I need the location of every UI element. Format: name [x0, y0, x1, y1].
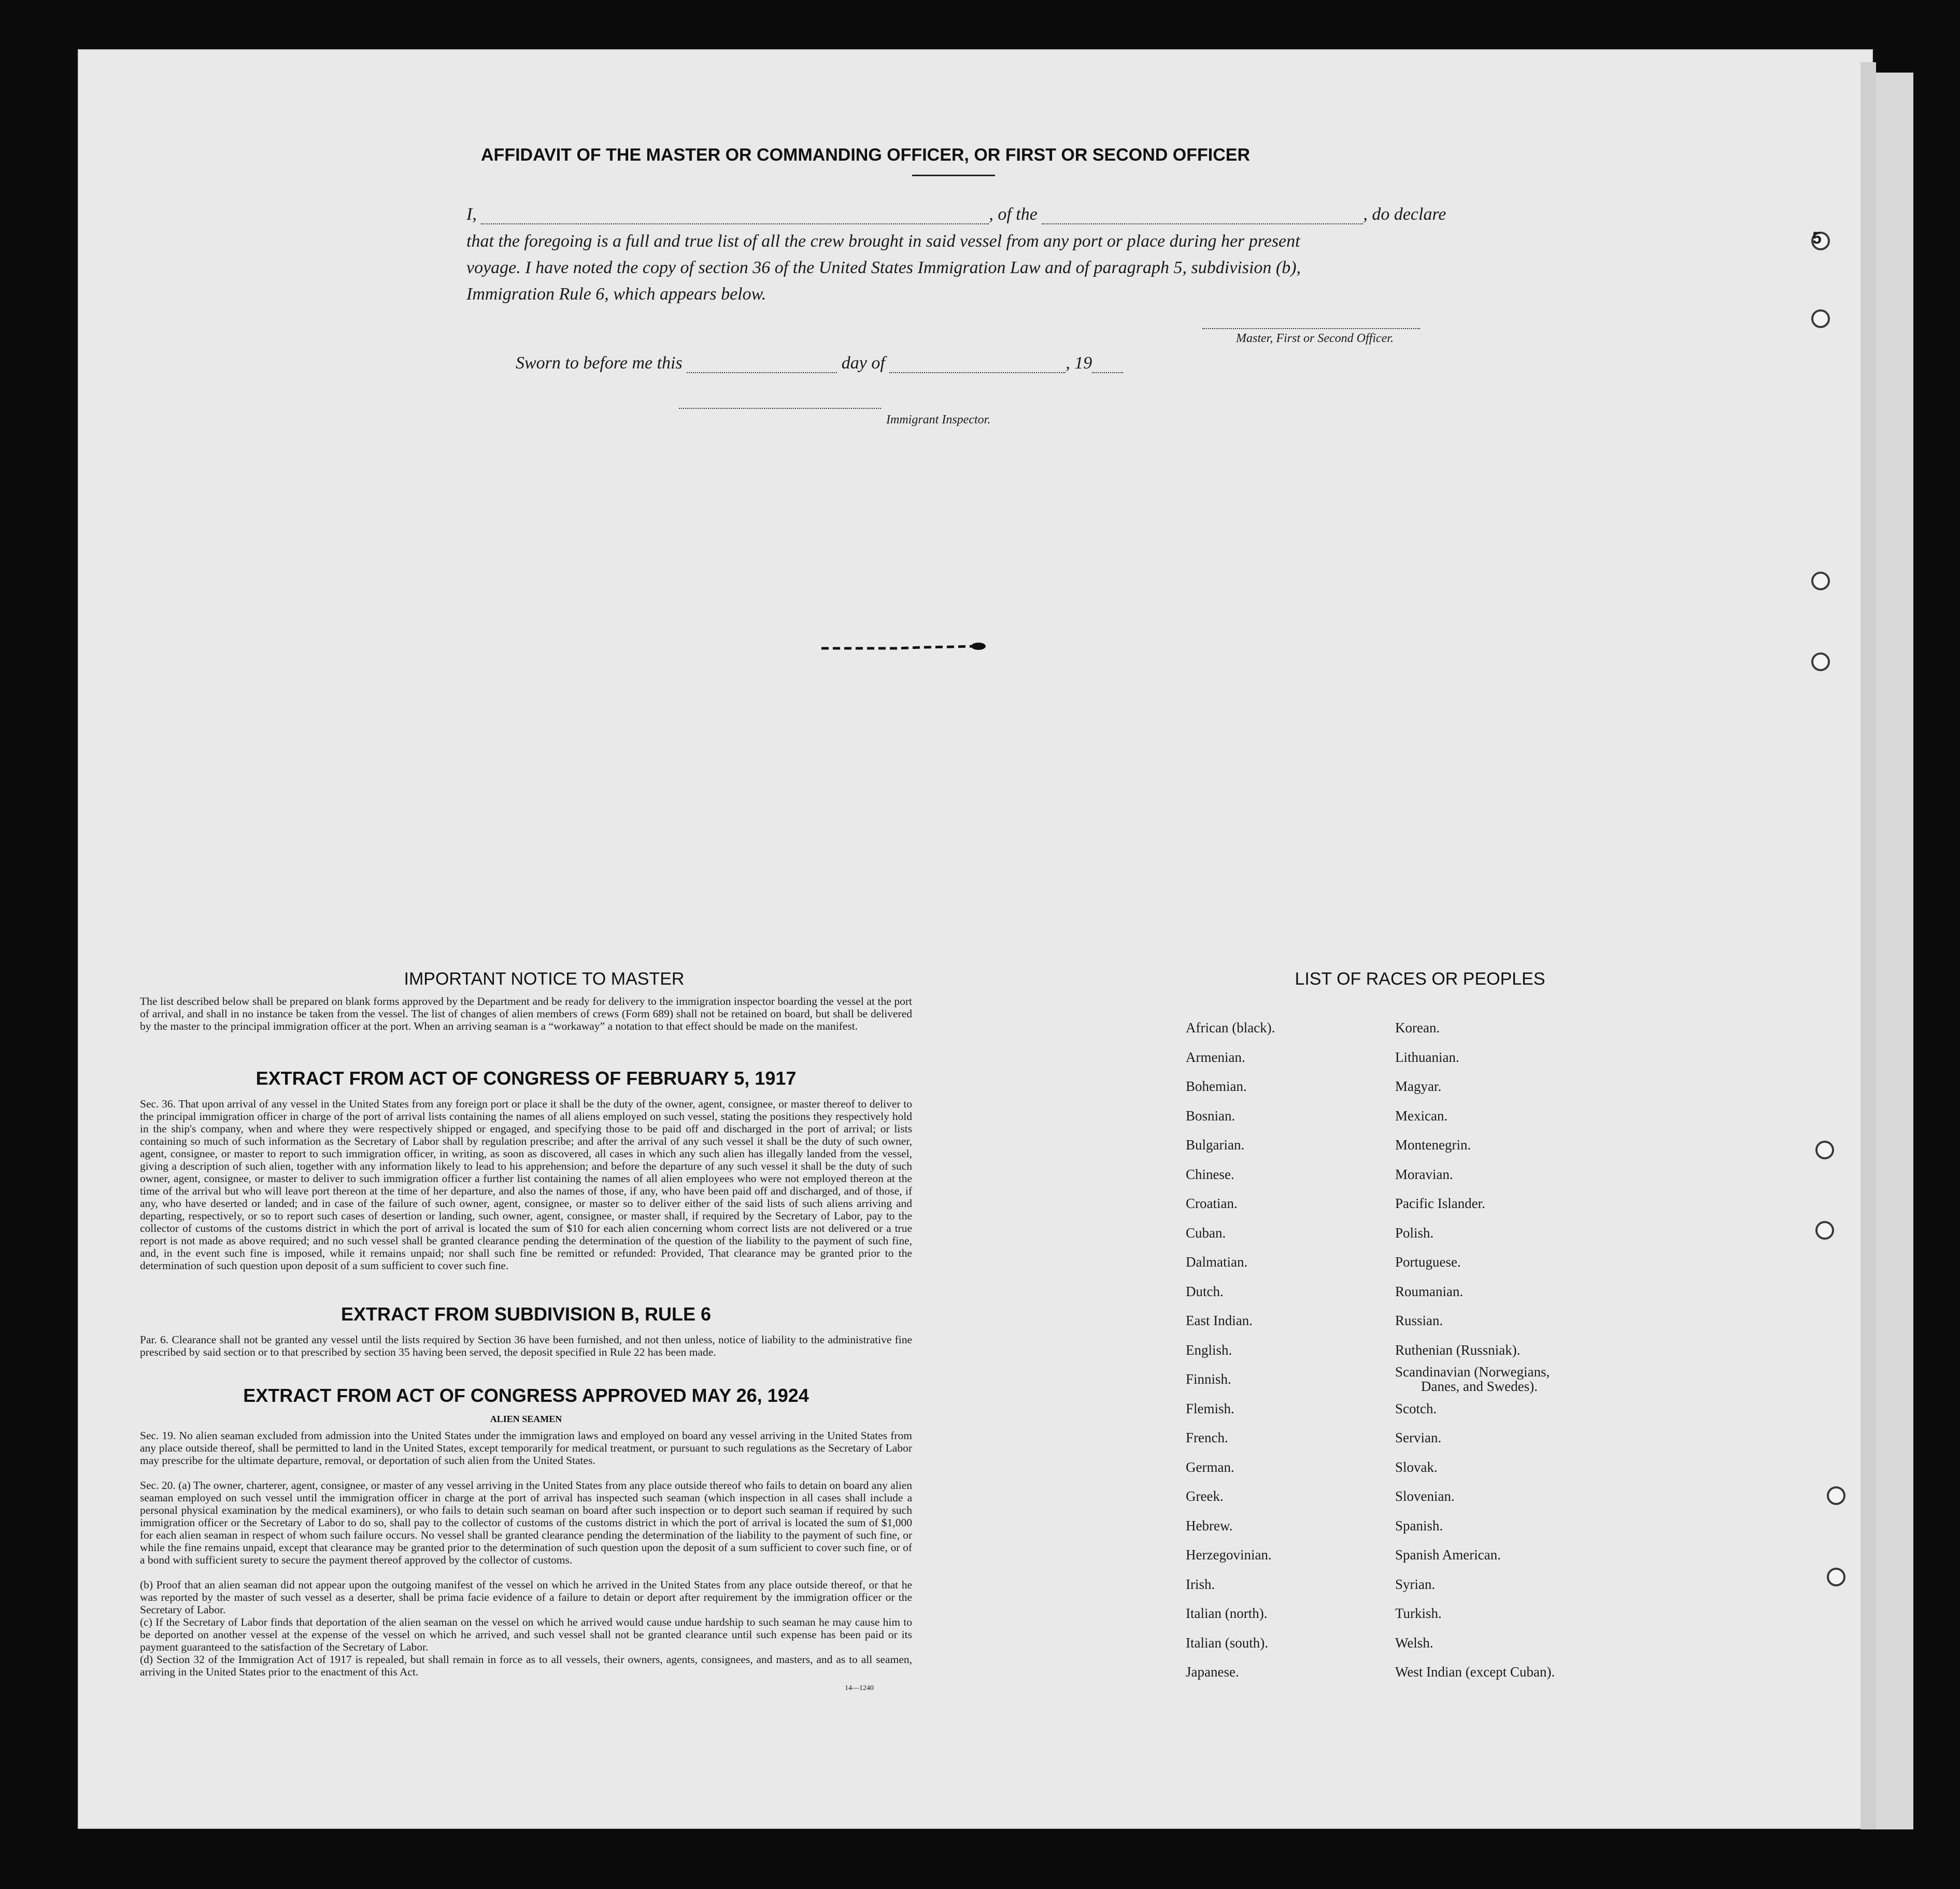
- race-item: Mexican.: [1395, 1107, 1448, 1124]
- race-item: African (black).: [1186, 1020, 1275, 1035]
- vessel-prefix: , of the: [989, 205, 1038, 224]
- sworn-prefix: Sworn to before me this: [516, 353, 683, 373]
- declare-text: , do declare: [1363, 205, 1446, 224]
- extract-1924-sec20b: (b) Proof that an alien seaman did not appear upon the outgoing manifest of the vessel on which he arrived in the United States from any place outside thereof, or that he was reported by the master of such vessel as a deserter, shall be prima facie evidence of a failure to detain or deport after requirement by the immigration officer or the Secretary of Labor.: [140, 1579, 912, 1616]
- extract-1917-title: EXTRACT FROM ACT OF CONGRESS OF FEBRUARY 5, 1917: [255, 1068, 797, 1089]
- punch-hole: [1815, 1221, 1834, 1240]
- sworn-year-prefix: , 19: [1066, 353, 1092, 373]
- race-item-continuation: Danes, and Swedes).: [1421, 1379, 1538, 1394]
- race-item: Russian.: [1395, 1313, 1443, 1328]
- affidavit-line-3: voyage. I have noted the copy of section 36 of the United States Immigration Law and of paragraph 5, subdivision (b),: [466, 258, 1301, 277]
- extract-1924-sec19: Sec. 19. No alien seaman excluded from admission into the United States under the immigration laws and employed on board any vessel arriving in the United States from any place outside thereof, shall be permitted to land in the United States, except temporarily for medical treatment, or pursuant to such regulations as the Secretary of Labor may prescribe for the ultimate departure, removal, or deportation of such alien from the United States.: [140, 1429, 912, 1467]
- race-item: Cuban.: [1186, 1225, 1226, 1241]
- race-item: Japanese.: [1186, 1664, 1239, 1680]
- ink-smudge: [819, 640, 995, 656]
- race-item: Armenian.: [1186, 1049, 1245, 1065]
- race-item: English.: [1186, 1342, 1232, 1358]
- race-item: East Indian.: [1186, 1313, 1253, 1328]
- sworn-day-of: day of: [841, 353, 885, 373]
- sworn-month-field[interactable]: [889, 359, 1066, 373]
- race-item: Bulgarian.: [1186, 1137, 1245, 1153]
- master-signature-line[interactable]: [1202, 328, 1420, 329]
- race-item: Moravian.: [1395, 1166, 1453, 1182]
- punch-hole: [1827, 1568, 1845, 1586]
- sworn-year-field[interactable]: [1092, 359, 1123, 373]
- race-item: Welsh.: [1395, 1635, 1433, 1651]
- punch-hole: [1811, 572, 1830, 590]
- race-item: Slovak.: [1395, 1459, 1438, 1475]
- race-item: Irish.: [1186, 1576, 1215, 1592]
- punch-hole: [1815, 1141, 1834, 1159]
- notice-title: IMPORTANT NOTICE TO MASTER: [404, 969, 685, 989]
- race-item: Italian (north).: [1186, 1606, 1268, 1621]
- alien-seamen-subtitle: ALIEN SEAMEN: [490, 1414, 562, 1424]
- sworn-day-field[interactable]: [687, 359, 837, 373]
- race-item: Korean.: [1395, 1020, 1440, 1035]
- race-item: Greek.: [1186, 1488, 1224, 1504]
- declarant-prefix: I,: [466, 205, 477, 224]
- race-item: Roumanian.: [1395, 1283, 1464, 1299]
- race-item: Polish.: [1395, 1225, 1434, 1241]
- race-item: Syrian.: [1395, 1576, 1436, 1592]
- form-number: 14—1240: [845, 1684, 874, 1692]
- corner-mark: 5: [1812, 229, 1822, 247]
- vessel-name-field[interactable]: [1042, 210, 1363, 224]
- race-item: Chinese.: [1186, 1166, 1234, 1182]
- race-item: Italian (south).: [1186, 1635, 1268, 1651]
- race-item: Slovenian.: [1395, 1488, 1455, 1504]
- races-title: LIST OF RACES OR PEOPLES: [1295, 969, 1545, 989]
- race-item: Finnish.: [1186, 1371, 1231, 1387]
- race-item: Bohemian.: [1186, 1078, 1247, 1094]
- page-edge-back: [1876, 73, 1913, 1829]
- extract-1924-sec20d: (d) Section 32 of the Immigration Act of 1917 is repealed, but shall remain in force as to all vessels, their owners, agents, consignees, and masters, and as to all seamen, arriving in the United States prior to the enactment of this Act.: [140, 1653, 912, 1678]
- race-item: German.: [1186, 1459, 1234, 1475]
- inspector-signature-line[interactable]: [679, 408, 881, 409]
- race-item: Flemish.: [1186, 1400, 1234, 1416]
- affidavit-title: AFFIDAVIT OF THE MASTER OR COMMANDING OFFICER, OR FIRST OR SECOND OFFICER: [481, 145, 1250, 165]
- affidavit-line-1: [466, 205, 1446, 224]
- race-item: Montenegrin.: [1395, 1137, 1471, 1153]
- race-item: Herzegovinian.: [1186, 1547, 1272, 1563]
- declarant-name-field[interactable]: [481, 210, 989, 224]
- race-item: Servian.: [1395, 1430, 1442, 1445]
- race-item: Bosnian.: [1186, 1107, 1235, 1124]
- affidavit-line-2: that the foregoing is a full and true list of all the crew brought in said vessel from any port or place during her present: [466, 232, 1300, 251]
- page-edge: [1860, 62, 1876, 1829]
- race-item: Ruthenian (Russniak).: [1395, 1342, 1521, 1358]
- affidavit-line-4: Immigration Rule 6, which appears below.: [466, 285, 766, 304]
- race-item: Dutch.: [1186, 1283, 1224, 1299]
- races-column-1: [1186, 1013, 1275, 1687]
- extract-1917-text: Sec. 36. That upon arrival of any vessel in the United States from any foreign port or place it shall be the duty of the owner, agent, consignee, or master thereof to deliver to the principal immigration officer in charge of the port of arrival lists containing the names of all aliens employed on such vessel, stating the positions they respectively hold in the ship's company, when and where they were respectively shipped or engaged, and specifying those to be paid off and discharged in the port of arrival; or lists containing so much of such information as the Secretary of Labor shall by regulation prescribe; and after the arrival of any such vessel it shall be the duty of such owner, agent, consignee, or master to report to such immigration officer, in writing, as soon as discovered, all cases in which any such alien has illegally landed from the vessel, giving a description of such alien, together with any information likely to lead to his apprehension; and before the departure of any such vessel it shall be the duty of such owner, agent, consignee, or master to deliver to such immigration officer a further list containing the names of all alien employees who were not employed thereon at the time of the arrival but who will leave port thereon at the time of her departure, and also the names of those, if any, who have been paid off and discharged, and of those, if any, who have deserted or landed; and in case of the failure of such owner, agent, consignee, or master so to deliver either of the said lists of such aliens arriving and departing, respectively, or so to report such cases of desertion or landing, such owner, agent, consignee, or master shall, if required by the Secretary of Labor, pay to the collector of customs of the customs district in which the port of arrival is located the sum of $10 for each alien concerning whom correct lists are not delivered or a true report is not made as above required; and no such vessel shall be granted clearance pending the determination of the question of the liability to the payment of such fine, and, in the event such fine is imposed, while it remains unpaid; nor shall such fine be remitted or refunded: Provided, That clearance may be granted prior to the determination of such question upon deposit of a sum sufficient to cover such fine.: [140, 1098, 912, 1272]
- race-item: Turkish.: [1395, 1606, 1442, 1621]
- extract-1924-sec20a: Sec. 20. (a) The owner, charterer, agent, consignee, or master of any vessel arriving in the United States from any place outside thereof who fails to detain on board any alien seaman employed on such vessel until the immigration officer in charge at the port of arrival has inspected such seaman (which inspection in all cases shall include a personal physical examination by the medical examiners), or who fails to detain such seaman on board after such inspection or to deport such seaman if required by such immigration officer or the Secretary of Labor to do so, shall pay to the collector of customs of the customs district in which the port of arrival is located the sum of $1,000 for each alien seaman in respect of whom such failure occurs. No vessel shall be granted clearance pending the determination of the liability to the payment of such fine, or while the fine remains unpaid, except that clearance may be granted prior to the determination of such question upon the deposit of a sum sufficient to cover such fine, or of a bond with sufficient surety to secure the payment thereof approved by the collector of customs.: [140, 1479, 912, 1566]
- subdivision-b-text: Par. 6. Clearance shall not be granted any vessel until the lists required by Section 36 have been furnished, and not then unless, notice of liability to the administrative fine prescribed by said section or to that prescribed by section 35 having been served, the deposit specified in Rule 22 has been made.: [140, 1333, 912, 1358]
- punch-hole: [1827, 1486, 1845, 1505]
- race-item: Croatian.: [1186, 1196, 1238, 1211]
- notice-text: The list described below shall be prepared on blank forms approved by the Department and be ready for delivery to the immigration inspector boarding the vessel at the port of arrival, and shall in no instance be taken from the vessel. The list of changes of alien members of crews (Form 689) shall not be retained on board, but shall be delivered by the master to the principal immigration officer at the port. When an arriving seaman is a “workaway” a notation to that effect should be made on the manifest.: [140, 995, 912, 1032]
- race-item: Magyar.: [1395, 1078, 1442, 1094]
- subdivision-b-title: EXTRACT FROM SUBDIVISION B, RULE 6: [340, 1303, 712, 1325]
- race-item: Portuguese.: [1395, 1254, 1461, 1270]
- master-signature-label: Master, First or Second Officer.: [1236, 332, 1394, 345]
- punch-hole: [1811, 652, 1830, 671]
- race-item: West Indian (except Cuban).: [1395, 1664, 1555, 1680]
- race-item: Spanish.: [1395, 1517, 1443, 1533]
- extract-1924-sec20c: (c) If the Secretary of Labor finds that deportation of the alien seaman on the vessel on which he arrived would cause undue hardship to such seaman he may cause him to be deported on another vessel at the expense of the vessel on which he arrived, and such vessel shall not be granted clearance until such expense has been paid or its payment guaranteed to the satisfaction of the Secretary of Labor.: [140, 1616, 912, 1653]
- race-item: Spanish American.: [1395, 1547, 1501, 1563]
- inspector-signature-label: Immigrant Inspector.: [886, 413, 991, 427]
- race-item: Lithuanian.: [1395, 1049, 1459, 1065]
- race-item: Scandinavian (Norwegians, Danes, and Swedes).: [1395, 1365, 1555, 1394]
- title-rule: [912, 175, 995, 176]
- sworn-line: [516, 353, 1123, 373]
- race-item: Hebrew.: [1186, 1517, 1233, 1533]
- races-column-2: [1395, 1013, 1555, 1687]
- extract-1924-title: EXTRACT FROM ACT OF CONGRESS APPROVED MAY 26, 1924: [243, 1385, 809, 1406]
- race-item: Pacific Islander.: [1395, 1196, 1485, 1211]
- race-item: French.: [1186, 1430, 1228, 1445]
- race-item: Dalmatian.: [1186, 1254, 1248, 1270]
- race-item: Scotch.: [1395, 1400, 1437, 1416]
- punch-hole: [1811, 309, 1830, 328]
